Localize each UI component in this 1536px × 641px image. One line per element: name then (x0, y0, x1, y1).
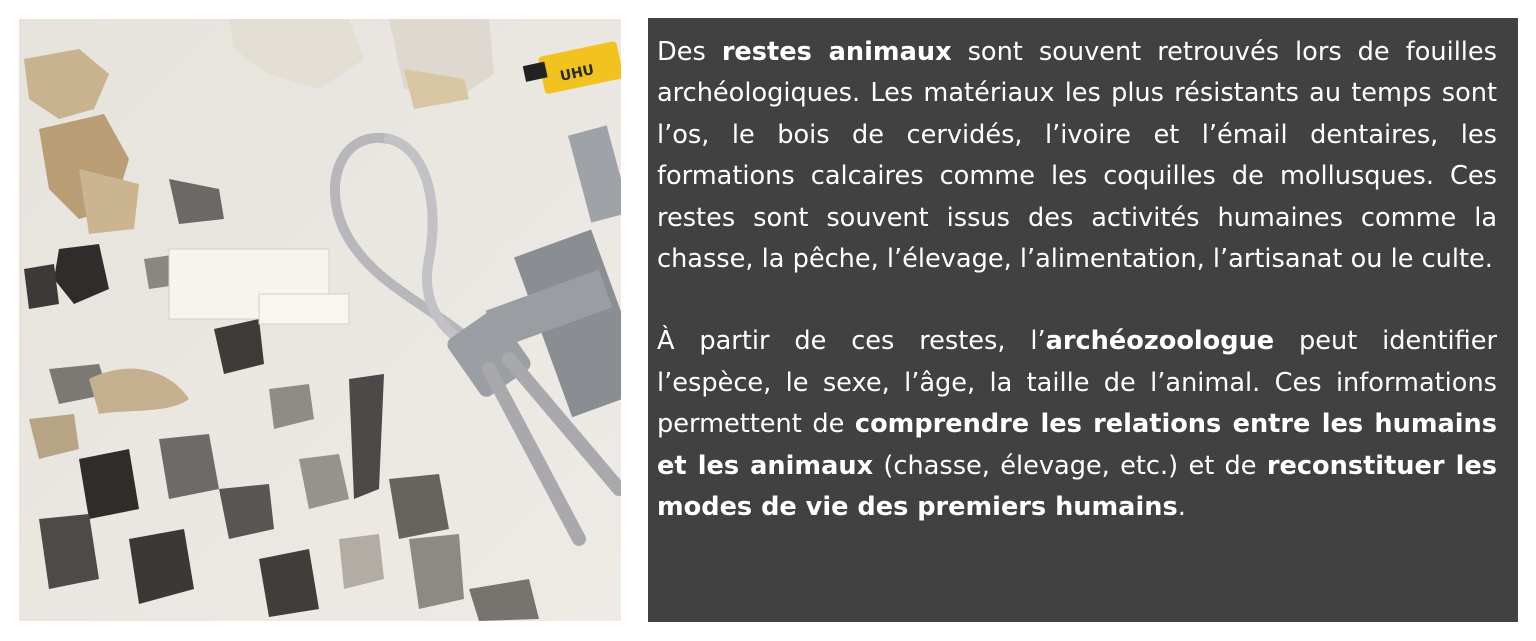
paragraph-archeozoologue (657, 321, 1497, 528)
archaeology-photo (19, 19, 621, 621)
paragraph-restes-animaux (657, 32, 1497, 280)
description-panel (648, 18, 1518, 622)
bold-term-restes-animaux: restes animaux (721, 37, 952, 67)
text-run: Des (657, 37, 722, 67)
glue-label: UHU (558, 62, 596, 85)
bold-term-archeozoologue: archéozoologue (1045, 326, 1275, 357)
text-run: sont souvent retrouvés lors de fouilles archéologiques. Les matériaux les plus résistants au temps sont l’os, le bois de cervidés, l’ivoire et l’émail dentaires, les formations calcaires comme les coquilles de mollusques. Ces restes sont souvent issus des activités humaines comme la chasse, la pêche, l’élevage, l’alimentation, l’artisanat ou le culte. (657, 37, 1497, 275)
bold-term-relations: comprendre les relations entre les humains et les animaux (657, 409, 1498, 481)
text-run: (chasse, élevage, etc.) et de (873, 450, 1267, 481)
text-run: peut identifier l’espèce, le sexe, l’âge, la taille de l’animal. Ces informations permettent de (657, 326, 1497, 440)
bold-term-modes-de-vie: reconstituer les modes de vie des premiers humains (657, 450, 1497, 523)
text-run: À partir de ces restes, l’ (657, 326, 1046, 357)
text-run: . (1177, 492, 1186, 523)
